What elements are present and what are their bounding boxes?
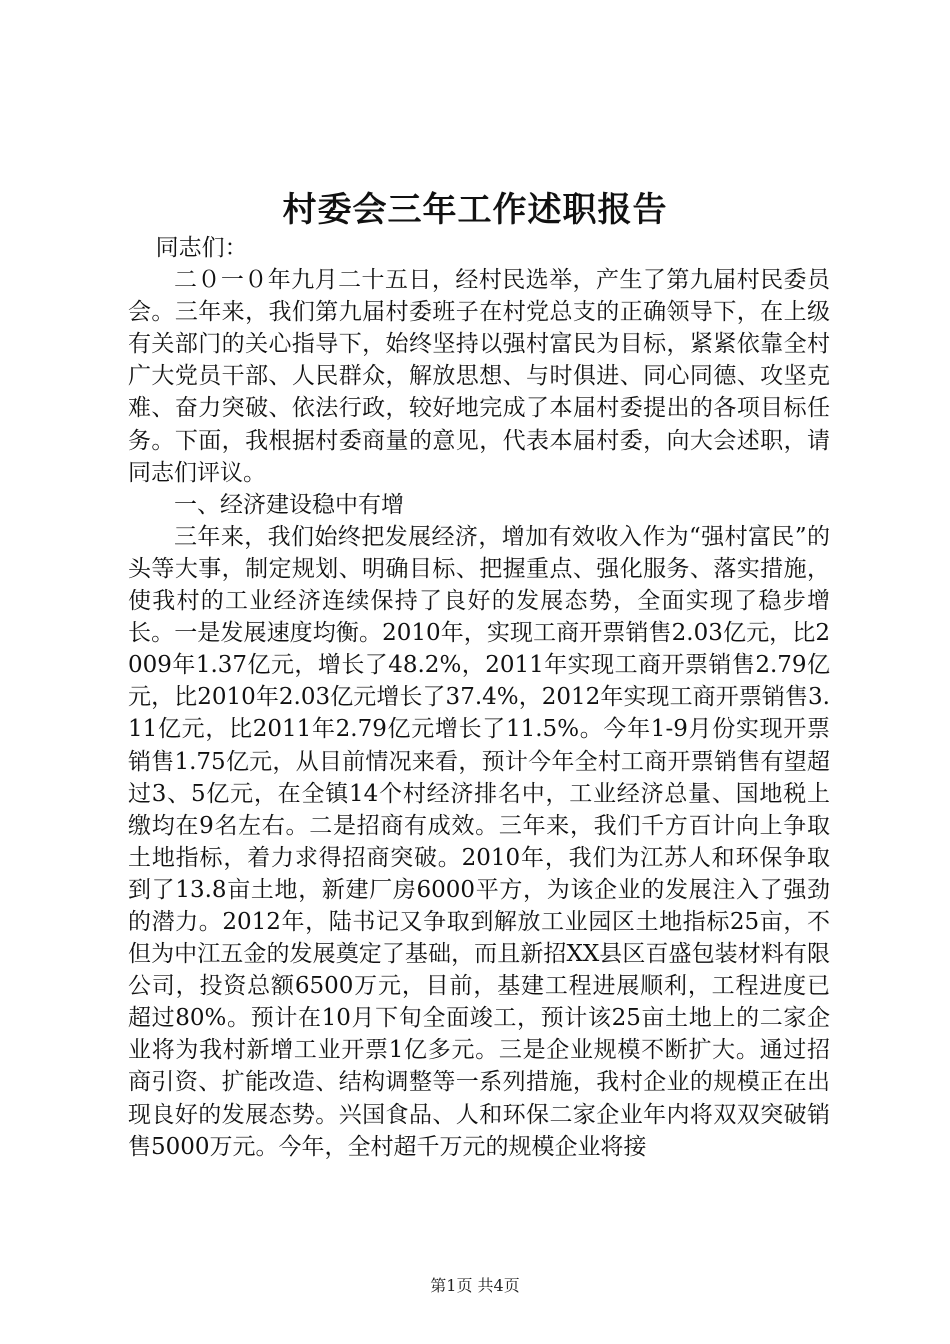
- intro-paragraph: 二０一０年九月二十五日，经村民选举，产生了第九届村民委员会。三年来，我们第九届村委班子在村党总支的正确领导下，在上级有关部门的关心指导下，始终坚持以强村富民为目标，紧紧依靠全村广大党员干部、人民群众，解放思想、与时俱进、同心同德、攻坚克难、奋力突破、依法行政，较好地完成了本届村委提出的各项目标任务。下面，我根据村委商量的意见，代表本届村委，向大会述职，请同志们评议。: [128, 267, 830, 486]
- document-title: 村委会三年工作述职报告: [282, 190, 668, 230]
- page-footer: 第1页 共4页: [430, 1276, 520, 1295]
- section-heading: 一、经济建设稳中有增: [174, 491, 404, 518]
- salutation-paragraph: 同志们：: [155, 235, 248, 261]
- economy-paragraph: 三年来，我们始终把发展经济，增加有效收入作为“强村富民”的头等大事，制定规划、明确目标、把握重点、强化服务、落实措施，使我村的工业经济连续保持了良好的发展态势，全面实现了稳步增长。一是发展速度均衡。2010年，实现工商开票销售2.03亿元，比2009年1.37亿元，增长了48.2%，2011年实现工商开票销售2.79亿元，比2010年2.03亿元增长了37.4%，2012年实现工商开票销售3.11亿元，比2011年2.79亿元增长了11.5%。今年1-9月份实现开票销售1.75亿元，从目前情况来看，预计今年全村工商开票销售有望超过3、5亿元，在全镇14个村经济排名中，工业经济总量、国地税上缴均在9名左右。二是招商有成效。三年来，我们千方百计向上争取土地指标，着力求得招商突破。2010年，我们为江苏人和环保争取到了13.8亩土地，新建厂房6000平方，为该企业的发展注入了强劲的潜力。2012年，陆书记又争取到解放工业园区土地指标25亩，不但为中江五金的发展奠定了基础，而且新招XX县区百盛包装材料有限公司，投资总额6500万元，目前，基建工程进展顺利，工程进度已超过80%。预计在10月下旬全面竣工，预计该25亩土地上的二家企业将为我村新增工业开票1亿多元。三是企业规模不断扩大。通过招商引资、扩能改造、结构调整等一系列措施，我村企业的规模正在出现良好的发展态势。兴国食品、人和环保二家企业年内将双双突破销售5000万元。今年，全村超千万元的规模企业将接: [128, 523, 830, 1160]
- document-body: [128, 232, 830, 1163]
